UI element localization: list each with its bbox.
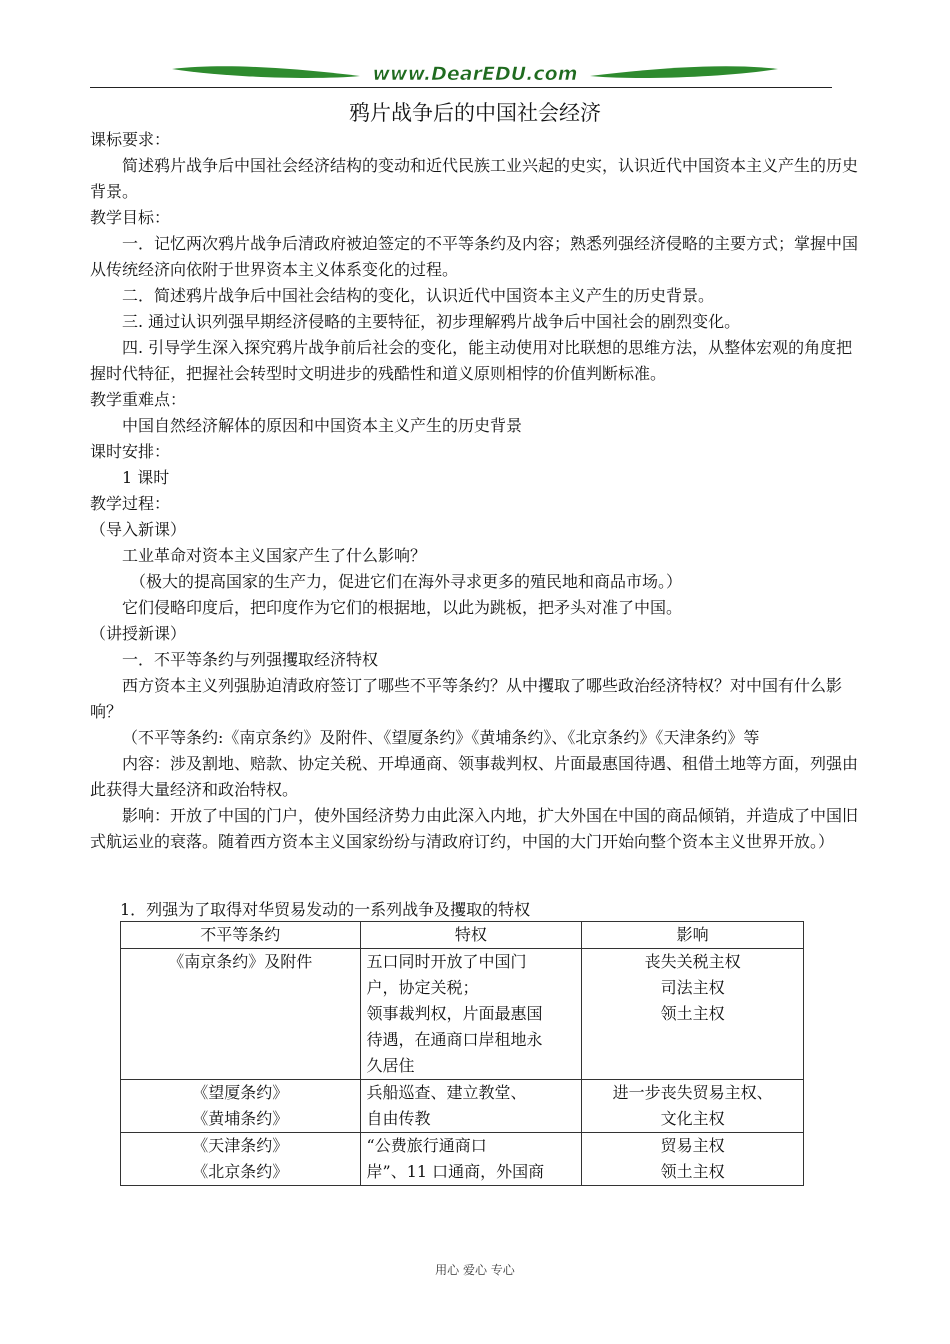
cell-line: 领土主权 — [660, 1162, 725, 1181]
header-rule — [90, 87, 832, 88]
paragraph: （不平等条约:《南京条约》及附件、《望厦条约》《黄埔条约》、《北京条约》《天津条约》等 — [122, 728, 760, 747]
table-row — [121, 1133, 804, 1186]
cell-line: 文化主权 — [660, 1109, 725, 1128]
paragraph: 中国自然经济解体的原因和中国资本主义产生的历史背景 — [122, 416, 523, 435]
paragraph: 1 课时 — [122, 468, 170, 487]
cell-line: 《北京条约》 — [192, 1162, 289, 1181]
paragraph: 一．不平等条约与列强攫取经济特权 — [122, 650, 379, 669]
paragraph: 课标要求： — [90, 130, 171, 149]
left-swoosh-icon — [172, 66, 360, 78]
paragraph: （极大的提高国家的生产力，促进它们在海外寻求更多的殖民地和商品市场。） — [130, 572, 683, 591]
cell-line: 待遇，在通商口岸租地永 — [366, 1030, 543, 1049]
column-header-treaties: 不平等条约 — [121, 922, 361, 949]
table-body — [121, 949, 804, 1186]
cell-treaties — [121, 1080, 361, 1133]
paragraph: 一．记忆两次鸦片战争后清政府被迫签定的不平等条约及内容；熟悉列强经济侵略的主要方式；掌握中国从传统经济向依附于世界资本主义体系变化的过程。 — [90, 234, 859, 279]
paragraph: （导入新课） — [90, 520, 187, 539]
cell-line: 户，协定关税； — [366, 978, 479, 997]
page-title: 鸦片战争后的中国社会经济 — [349, 101, 601, 125]
table-header-row — [121, 922, 804, 949]
column-header-impact: 影响 — [582, 922, 804, 949]
table-row — [121, 1080, 804, 1133]
cell-impact — [582, 1133, 804, 1186]
cell-line: 《天津条约》 — [192, 1136, 289, 1155]
cell-line: 领事裁判权，片面最惠国 — [366, 1004, 543, 1023]
paragraph: 教学过程： — [90, 494, 171, 513]
page-footer: 用心 爱心 专心 — [435, 1263, 515, 1277]
paragraph: 内容：涉及割地、赔款、协定关税、开埠通商、领事裁判权、片面最惠国待遇、租借土地等方面，列强由此获得大量经济和政治特权。 — [90, 754, 859, 799]
cell-impact — [582, 949, 804, 1080]
cell-line: 《南京条约》及附件 — [168, 952, 313, 971]
cell-line: 五口同时开放了中国门 — [366, 952, 527, 971]
cell-privileges — [360, 1133, 582, 1186]
treaty-table — [120, 921, 804, 1186]
column-header-privileges: 特权 — [360, 922, 582, 949]
paragraph: 工业革命对资本主义国家产生了什么影响？ — [122, 546, 427, 565]
section-gap — [90, 855, 866, 893]
paragraph: 四. 引导学生深入探究鸦片战争前后社会的变化，能主动使用对比联想的思维方法，从整体宏观的角度把握时代特征，把握社会转型时文明进步的残酷性和道义原则相悖的价值判断标准。 — [90, 338, 853, 383]
paragraph: 它们侵略印度后，把印度作为它们的根据地，以此为跳板，把矛头对准了中国。 — [122, 598, 683, 617]
cell-line: 《黄埔条约》 — [192, 1109, 289, 1128]
paragraph: 西方资本主义列强胁迫清政府签订了哪些不平等条约？从中攫取了哪些政治经济特权？对中国有什么影响？ — [90, 676, 843, 721]
cell-line: 久居住 — [366, 1056, 415, 1075]
cell-treaties — [121, 949, 361, 1080]
paragraph: 简述鸦片战争后中国社会经济结构的变动和近代民族工业兴起的史实，认识近代中国资本主义产生的历史背景。 — [90, 156, 859, 201]
cell-privileges — [360, 949, 582, 1080]
cell-line: 自由传教 — [366, 1109, 431, 1128]
cell-line: 岸”、11 口通商，外国商 — [366, 1162, 545, 1181]
paragraph: 教学目标： — [90, 208, 171, 227]
document-body — [90, 127, 866, 1186]
cell-line: 司法主权 — [660, 978, 725, 997]
cell-line: 领土主权 — [660, 1004, 725, 1023]
paragraph: 课时安排： — [90, 442, 171, 461]
cell-line: 贸易主权 — [660, 1136, 725, 1155]
paragraph-list — [90, 127, 866, 855]
paragraph: 二．简述鸦片战争后中国社会结构的变化，认识近代中国资本主义产生的历史背景。 — [122, 286, 715, 305]
cell-privileges — [360, 1080, 582, 1133]
site-logo-banner — [170, 60, 780, 90]
cell-line: “公费旅行通商口 — [366, 1136, 487, 1155]
site-name: www.DearEDU.com — [372, 63, 578, 85]
cell-line: 兵船巡查、建立教堂、 — [366, 1083, 527, 1102]
cell-treaties — [121, 1133, 361, 1186]
paragraph: 教学重难点： — [90, 390, 187, 409]
paragraph: 三. 通过认识列强早期经济侵略的主要特征，初步理解鸦片战争后中国社会的剧烈变化。 — [122, 312, 741, 331]
paragraph: （讲授新课） — [90, 624, 187, 643]
right-swoosh-icon — [590, 66, 778, 78]
cell-line: 《望厦条约》 — [192, 1083, 289, 1102]
table-row — [121, 949, 804, 1080]
paragraph: 影响：开放了中国的门户，使外国经济势力由此深入内地，扩大外国在中国的商品倾销，并造成了中国旧式航运业的衰落。随着西方资本主义国家纷纷与清政府订约，中国的大门开始向整个资本主义世界开放。） — [90, 806, 859, 851]
cell-impact — [582, 1080, 804, 1133]
cell-line: 丧失关税主权 — [644, 952, 741, 971]
table-caption: 1．列强为了取得对华贸易发动的一系列战争及攫取的特权 — [120, 900, 531, 919]
cell-line: 进一步丧失贸易主权、 — [612, 1083, 773, 1102]
